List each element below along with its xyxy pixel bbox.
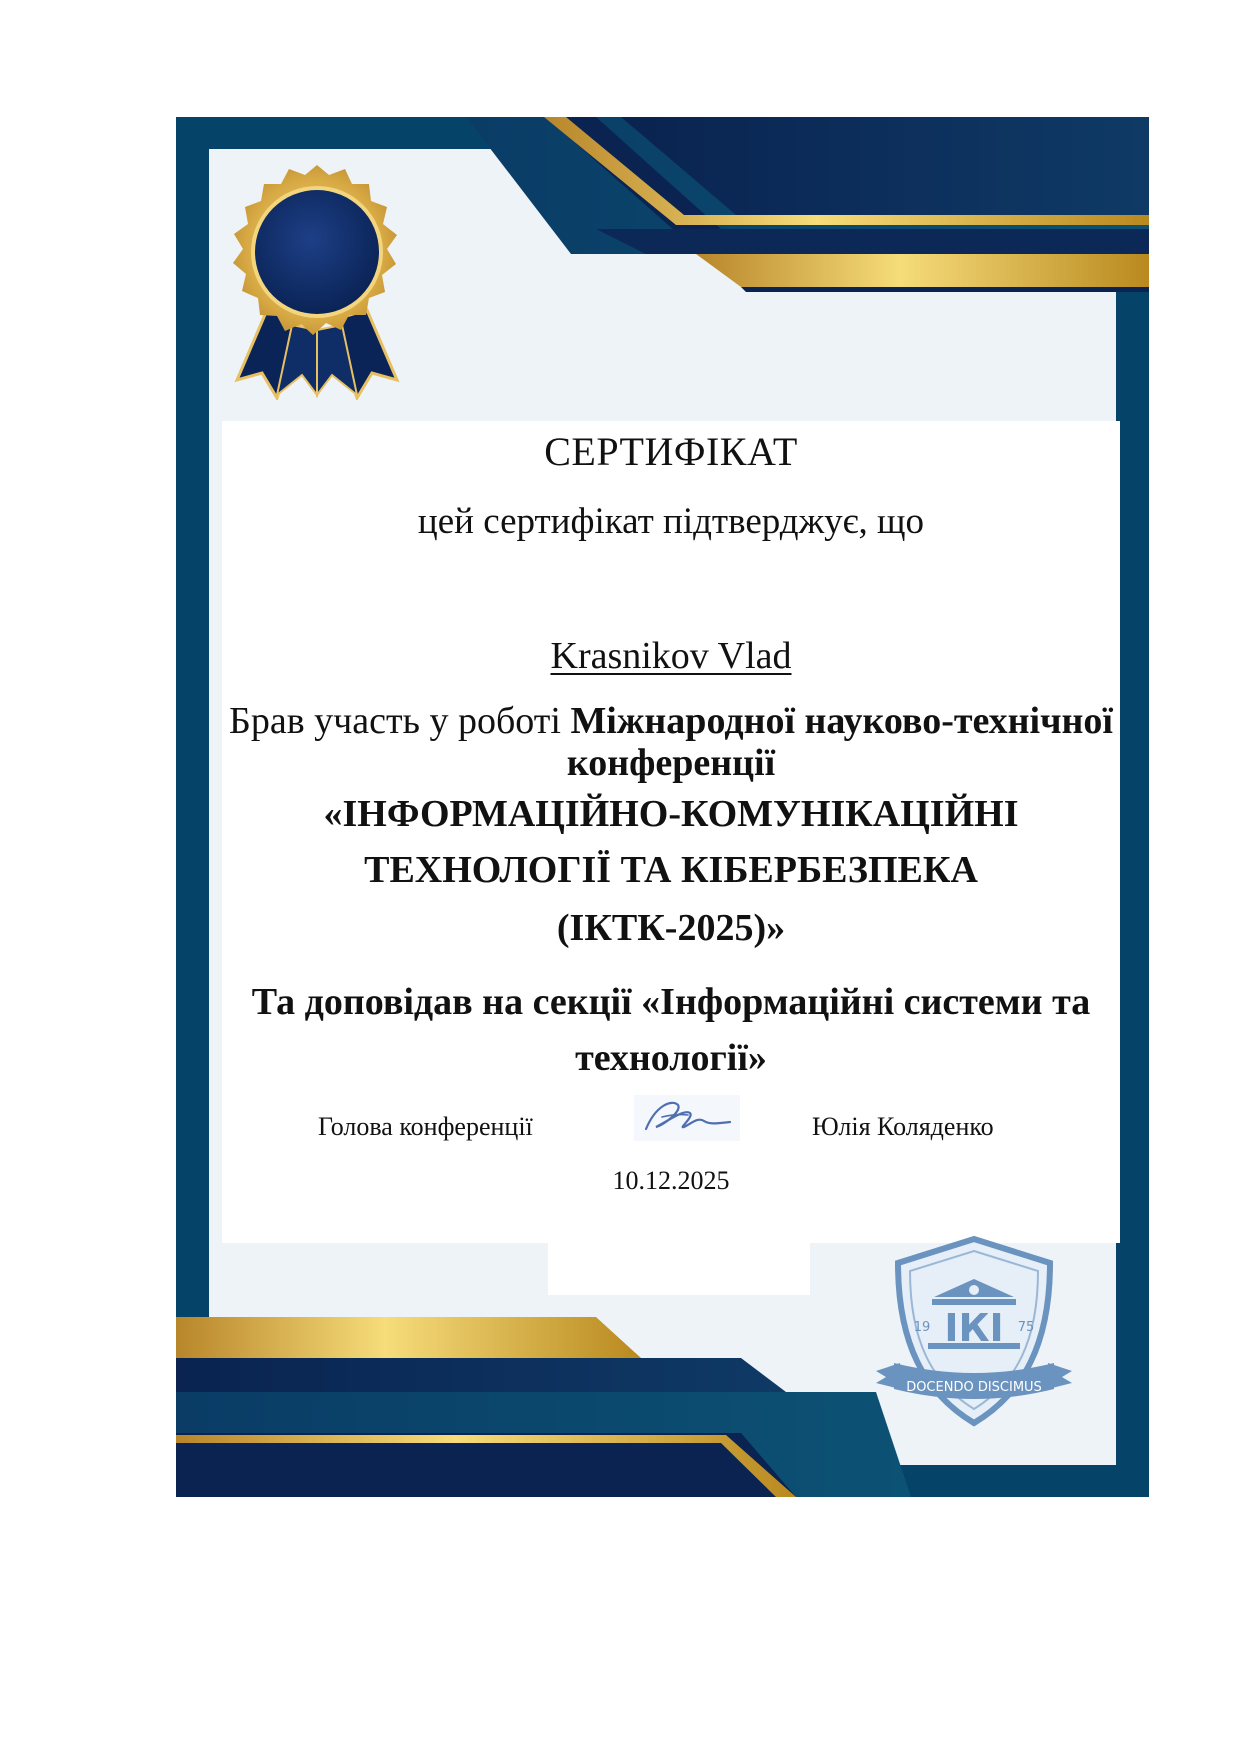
- participation-prefix: Брав участь у роботі: [229, 700, 571, 742]
- chair-role: Голова конференції: [318, 1112, 533, 1141]
- participation-statement: [222, 700, 1120, 784]
- emblem-motto: DOCENDO DISCIMUS: [906, 1380, 1042, 1395]
- certificate-date: 10.12.2025: [612, 1166, 730, 1195]
- certificate-title: СЕРТИФІКАТ: [544, 429, 798, 474]
- conference-code: (ІКТК-2025)»: [556, 907, 786, 949]
- award-rosette-icon: [222, 160, 412, 400]
- conference-name: «ІНФОРМАЦІЙНО-КОМУНІКАЦІЙНІ ТЕХНОЛОГІЇ ТА КІБЕРБЕЗПЕКА: [323, 793, 1019, 891]
- university-building-shield-icon: [874, 1233, 1074, 1433]
- text-panel-tab: [548, 1243, 810, 1295]
- chair-name: Юлія Коляденко: [812, 1112, 994, 1141]
- emblem-year-right: 75: [1017, 1320, 1035, 1335]
- emblem-year-left: 19: [913, 1320, 931, 1335]
- section-statement: Та доповідав на секції «Інформаційні системи та технології»: [251, 981, 1091, 1079]
- signature-icon: [634, 1095, 740, 1141]
- emblem-letters: ІКІ: [944, 1306, 1004, 1350]
- conference-type: Міжнародної науково-технічної конференції: [566, 700, 1113, 784]
- recipient-name: Krasnikov Vlad: [550, 635, 792, 677]
- certificate-intro: цей сертифікат підтверджує, що: [417, 501, 925, 542]
